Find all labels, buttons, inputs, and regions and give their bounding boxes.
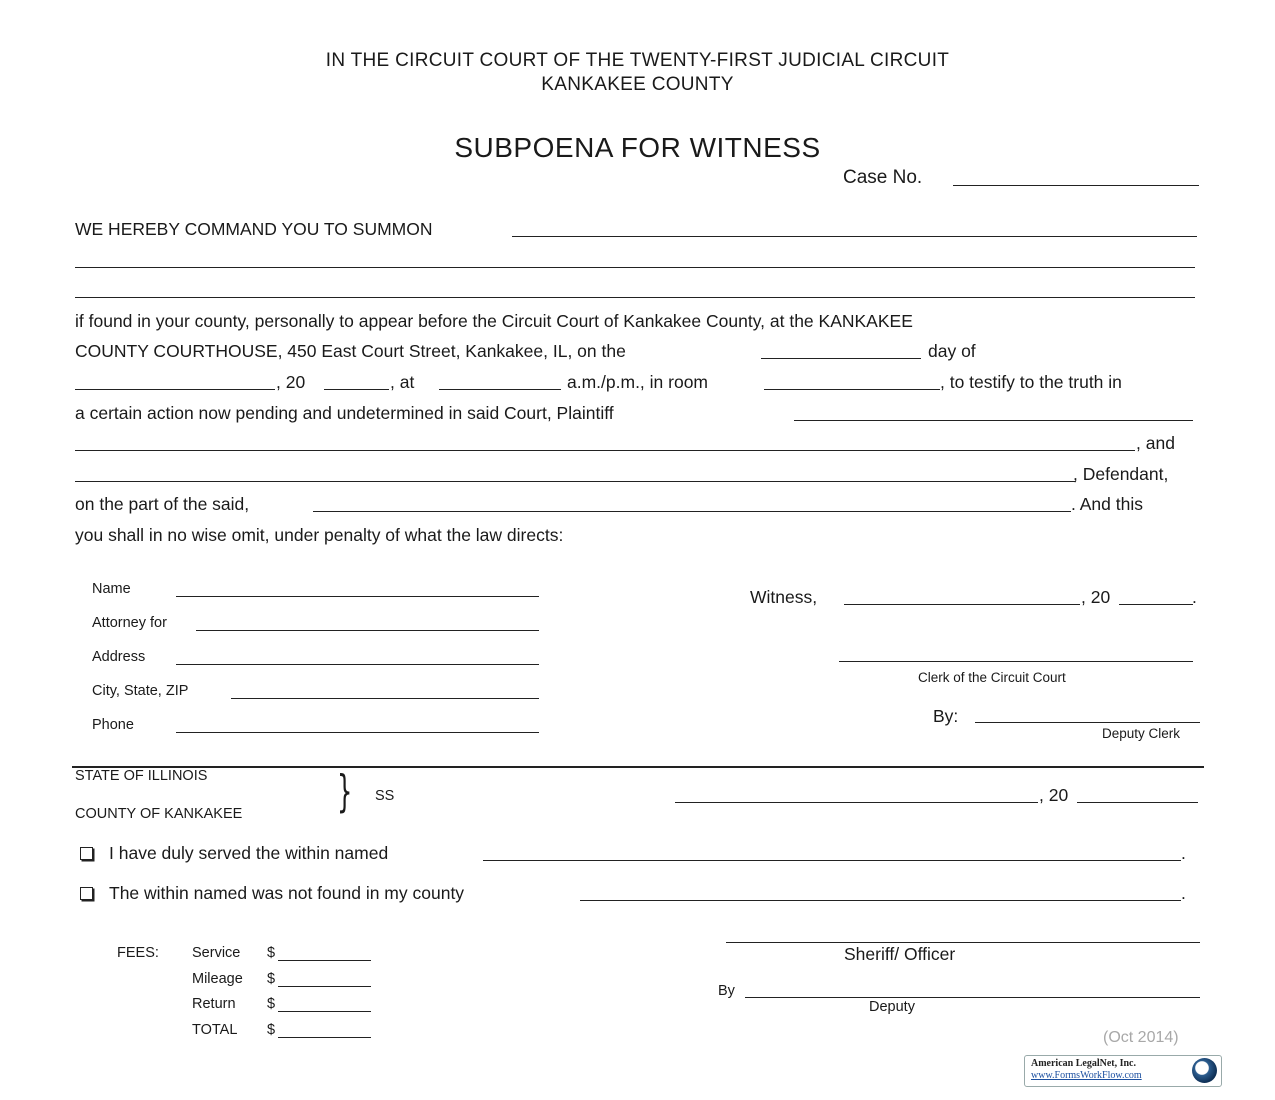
sheriff-by-label: By <box>718 983 735 999</box>
witness-year-field[interactable] <box>1119 604 1193 605</box>
sheriff-label: Sheriff/ Officer <box>844 944 956 964</box>
time-field[interactable] <box>439 389 561 390</box>
summon-field-3[interactable] <box>75 297 1195 298</box>
return-fee-label: Return <box>192 996 236 1012</box>
service-dollar: $ <box>267 945 276 961</box>
year-prefix-text: , 20 <box>276 372 306 392</box>
fees-label: FEES: <box>117 945 159 961</box>
party-field[interactable] <box>313 511 1071 512</box>
county-label: COUNTY OF KANKAKEE <box>75 806 243 822</box>
served-text: I have duly served the within named <box>109 843 389 863</box>
clerk-signature-line[interactable] <box>839 661 1193 662</box>
plaintiff-text: a certain action now pending and undetermined in said Court, Plaintiff <box>75 403 614 423</box>
not-found-text: The within named was not found in my county <box>109 883 465 903</box>
service-year-prefix: , 20 <box>1039 785 1069 805</box>
section-divider <box>72 766 1204 768</box>
revision-date: (Oct 2014) <box>1103 1029 1179 1046</box>
appearance-text-1: if found in your county, personally to appear before the Circuit Court of Kankakee County, at the KANKAKEE <box>75 311 913 331</box>
return-dollar: $ <box>267 996 276 1012</box>
service-fee-label: Service <box>192 945 241 961</box>
phone-field[interactable] <box>176 732 539 733</box>
sheriff-signature-line[interactable] <box>726 942 1200 943</box>
name-label: Name <box>92 581 131 597</box>
mileage-dollar: $ <box>267 971 276 987</box>
brace-glyph: } <box>337 766 353 817</box>
month-field[interactable] <box>75 389 275 390</box>
year-field[interactable] <box>324 389 389 390</box>
name-field[interactable] <box>176 596 539 597</box>
day-field[interactable] <box>761 358 921 359</box>
clerk-label: Clerk of the Circuit Court <box>918 670 1066 685</box>
summon-field-1[interactable] <box>512 236 1197 237</box>
command-text: WE HEREBY COMMAND YOU TO SUMMON <box>75 219 433 239</box>
witness-year-prefix: , 20 <box>1081 587 1111 607</box>
not-found-field[interactable] <box>580 900 1181 901</box>
served-period: . <box>1181 843 1186 863</box>
city-state-zip-label: City, State, ZIP <box>92 683 189 699</box>
appearance-text-2: COUNTY COURTHOUSE, 450 East Court Street, Kankakee, IL, on the <box>75 341 626 361</box>
and-text: , and <box>1136 433 1175 453</box>
address-field[interactable] <box>176 664 539 665</box>
deputy-clerk-signature-line[interactable] <box>975 722 1200 723</box>
globe-icon <box>1192 1058 1217 1083</box>
service-fee-field[interactable] <box>278 960 371 961</box>
publisher-name: American LegalNet, Inc. <box>1031 1058 1136 1069</box>
ampm-room-text: a.m./p.m., in room <box>567 372 709 392</box>
summon-field-2[interactable] <box>75 267 1195 268</box>
service-date-field[interactable] <box>675 802 1038 803</box>
penalty-text: you shall in no wise omit, under penalty of what the law directs: <box>75 525 564 545</box>
city-state-zip-field[interactable] <box>231 698 539 699</box>
court-heading: IN THE CIRCUIT COURT OF THE TWENTY-FIRST JUDICIAL CIRCUIT <box>325 50 950 71</box>
total-fee-label: TOTAL <box>192 1022 238 1038</box>
plaintiff-field-1[interactable] <box>794 420 1193 421</box>
plaintiff-field-2[interactable] <box>75 450 1135 451</box>
witness-period: . <box>1192 587 1197 607</box>
witness-date-field[interactable] <box>844 604 1080 605</box>
and-this-text: . And this <box>1071 494 1143 514</box>
deputy-label: Deputy <box>869 999 915 1015</box>
served-name-field[interactable] <box>483 860 1181 861</box>
phone-label: Phone <box>92 717 134 733</box>
total-dollar: $ <box>267 1022 276 1038</box>
day-of-text: day of <box>928 341 976 361</box>
attorney-for-label: Attorney for <box>92 615 167 631</box>
ss-label: SS <box>375 788 395 804</box>
mileage-fee-label: Mileage <box>192 971 243 987</box>
defendant-text: , Defendant, <box>1073 464 1169 484</box>
state-label: STATE OF ILLINOIS <box>75 768 208 784</box>
publisher-logo <box>1024 1055 1222 1087</box>
by-label: By: <box>933 706 959 726</box>
case-number-label: Case No. <box>843 167 923 188</box>
address-label: Address <box>92 649 146 665</box>
not-found-period: . <box>1181 883 1186 903</box>
case-number-field[interactable] <box>953 185 1199 186</box>
not-found-checkbox[interactable] <box>80 887 93 900</box>
at-text: , at <box>390 372 415 392</box>
served-checkbox[interactable] <box>80 847 93 860</box>
mileage-fee-field[interactable] <box>278 986 371 987</box>
room-field[interactable] <box>764 389 940 390</box>
testify-text: , to testify to the truth in <box>940 372 1122 392</box>
document-title: SUBPOENA FOR WITNESS <box>454 132 821 163</box>
total-fee-field[interactable] <box>278 1037 371 1038</box>
publisher-url[interactable]: www.FormsWorkFlow.com <box>1031 1070 1142 1081</box>
deputy-clerk-label: Deputy Clerk <box>1102 726 1181 741</box>
deputy-signature-line[interactable] <box>745 997 1200 998</box>
service-year-field[interactable] <box>1077 802 1198 803</box>
return-fee-field[interactable] <box>278 1011 371 1012</box>
defendant-field[interactable] <box>75 481 1075 482</box>
county-heading: KANKAKEE COUNTY <box>541 74 734 95</box>
witness-label: Witness, <box>750 587 818 607</box>
attorney-for-field[interactable] <box>196 630 539 631</box>
part-of-text: on the part of the said, <box>75 494 250 514</box>
